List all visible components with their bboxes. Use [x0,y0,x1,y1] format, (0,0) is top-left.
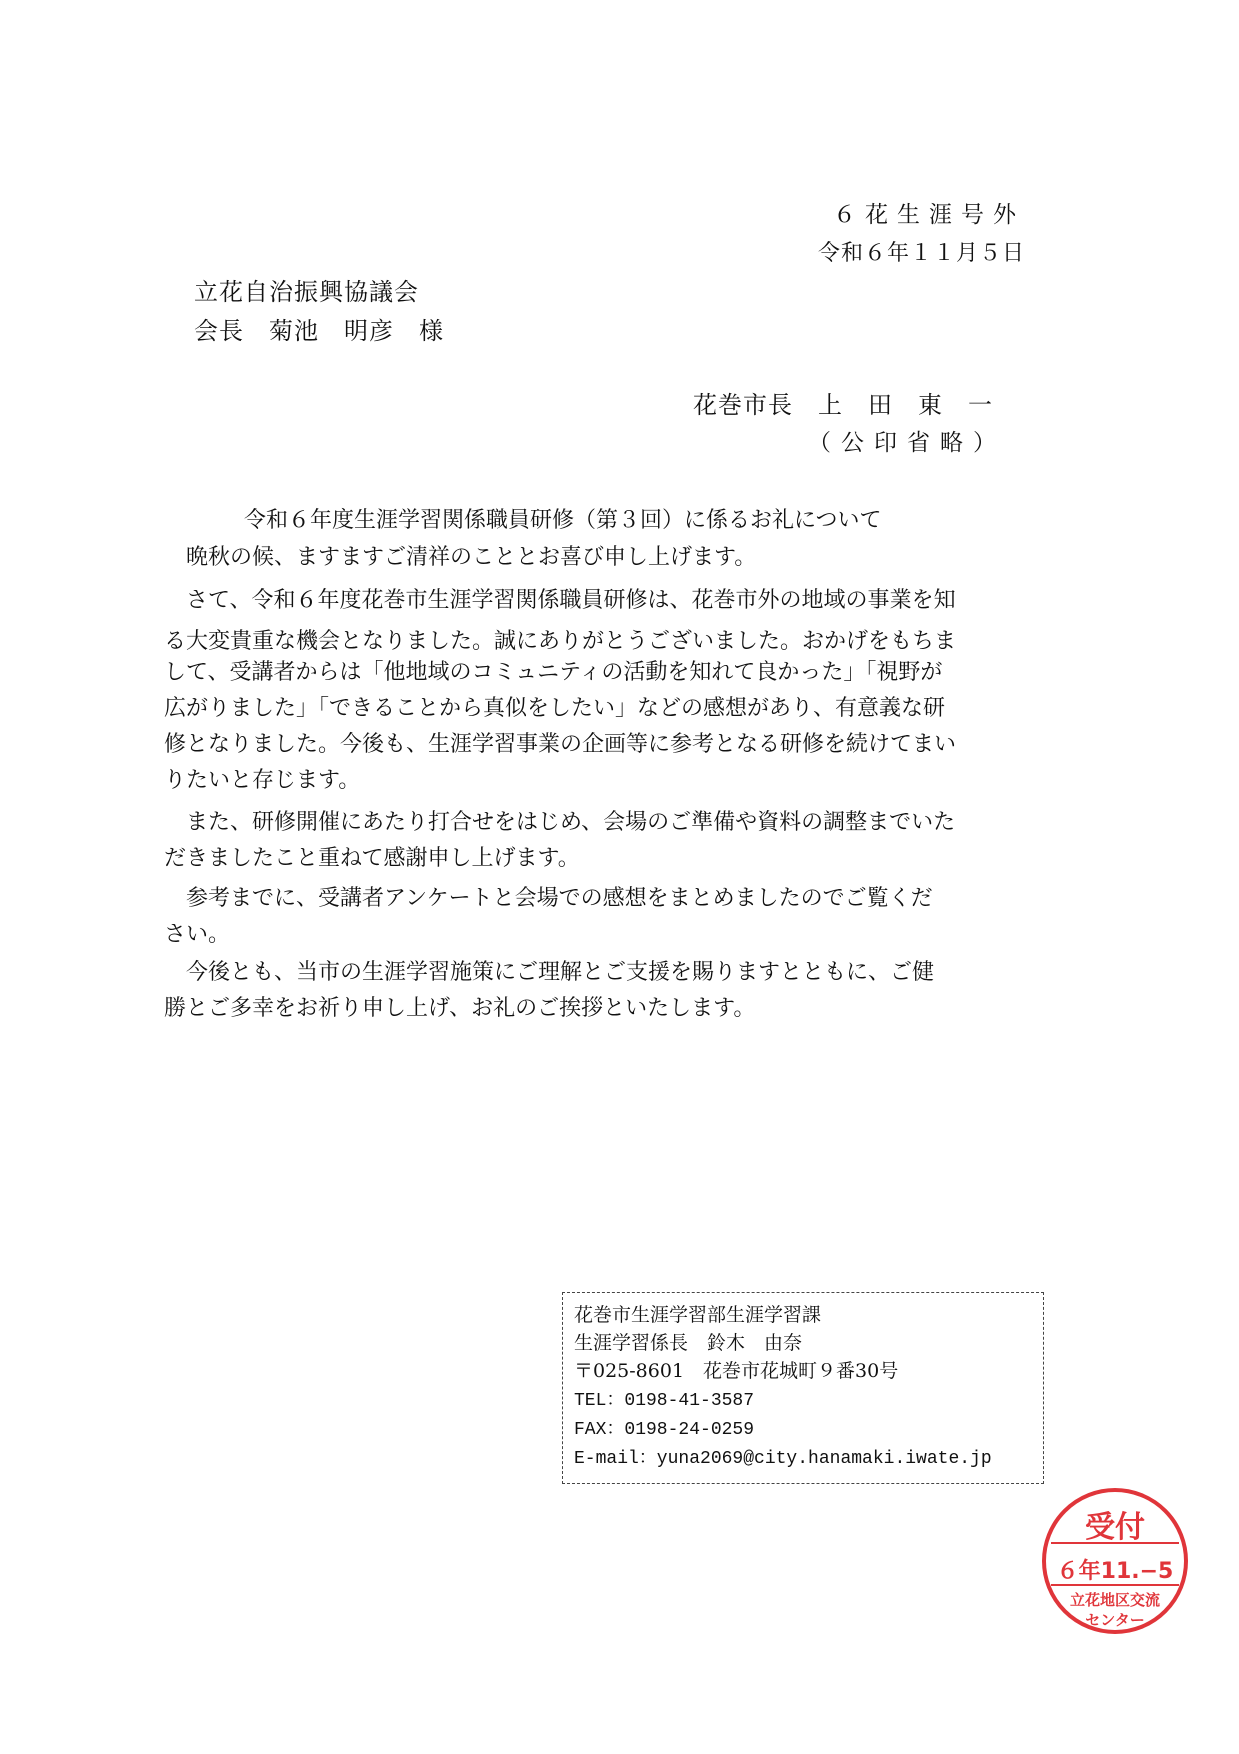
contact-fax: FAX：0198-24-0259 [574,1420,755,1440]
body-line: りたいと存じます。 [164,768,361,793]
letter-subject: 令和６年度生涯学習関係職員研修（第３回）に係るお礼について [244,508,882,533]
seal-omitted-note: （公印省略） [808,430,1006,456]
stamp-date: ６年11.−5 [1056,1559,1174,1584]
body-line: 修となりました。今後も、生涯学習事業の企画等に参考となる研修を続けてまい [164,732,957,757]
contact-address: 〒025-8601 花巻市花城町９番30号 [574,1360,899,1382]
body-line: る大変貴重な機会となりました。誠にありがとうございました。おかげをもちま [164,629,957,654]
body-line: 今後とも、当市の生涯学習施策にご理解とご支援を賜りますとともに、ご健 [164,960,935,985]
contact-staff: 生涯学習係長 鈴木 由奈 [574,1332,803,1354]
document-date: 令和６年１１月５日 [817,241,1025,266]
stamp-label-bottom: 立花地区交流 [1069,1591,1160,1609]
body-line: さて、令和６年度花巻市生涯学習関係職員研修は、花巻市外の地域の事業を知 [164,588,956,613]
body-line: 参考までに、受講者アンケートと会場での感想をまとめましたのでご覧くだ [164,886,933,911]
contact-email: E-mail：yuna2069@city.hanamaki.iwate.jp [574,1449,992,1469]
reference-number: ６花生涯号外 [833,202,1025,228]
body-line: して、受講者からは「他地域のコミュニティの活動を知れて良かった」「視野が [164,660,943,685]
body-line: 晩秋の候、ますますご清祥のこととお喜び申し上げます。 [164,545,757,570]
stamp-label-bottom: センター [1085,1611,1145,1629]
contact-tel: TEL：0198-41-3587 [574,1391,755,1411]
addressee-person: 会長 菊池 明彦 様 [194,317,444,345]
addressee-organization: 立花自治振興協議会 [194,278,419,306]
body-line: 広がりました」「できることから真似をしたい」などの感想があり、有意義な研 [164,696,946,721]
stamp-label-top: 受付 [1085,1510,1145,1545]
stamp-divider [1051,1542,1179,1544]
reception-stamp [1042,1488,1188,1634]
stamp-divider [1051,1584,1179,1586]
contact-department: 花巻市生涯学習部生涯学習課 [574,1304,822,1326]
body-line: さい。 [164,922,231,947]
body-line: だきましたこと重ねて感謝申し上げます。 [164,846,580,871]
sender-name: 花巻市長 上 田 東 一 [693,391,993,419]
body-line: 勝とご多幸をお祈り申し上げ、お礼のご挨拶といたします。 [164,996,756,1021]
body-line: また、研修開催にあたり打合せをはじめ、会場のご準備や資料の調整までいた [164,810,956,835]
